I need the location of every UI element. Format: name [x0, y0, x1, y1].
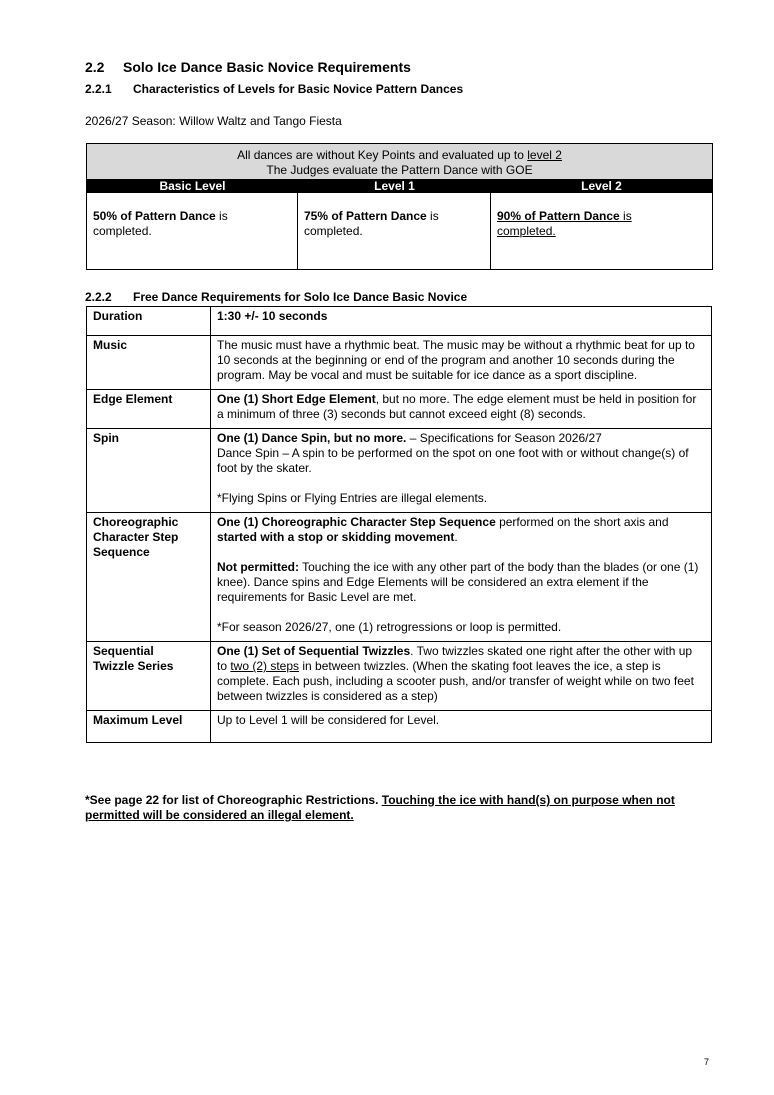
- choreo-not-permitted-text: Touching the ice with any other part of the body than the blades (or one (1) knee). Dance spins and Edge Elements will be considered an extra element if the requirements for Basic Level are met.: [217, 560, 699, 604]
- col-header-level1: Level 1: [374, 179, 415, 193]
- row-choreo-step: [87, 513, 712, 642]
- spin-line2: Dance Spin – A spin to be performed on the spot on one foot with or without change(s) of foot by the skater.: [217, 446, 689, 475]
- season-line: 2026/27 Season: Willow Waltz and Tango Fiesta: [85, 114, 342, 128]
- row-edge-element: [87, 390, 712, 429]
- value-edge-element: [211, 390, 712, 429]
- choreo-label-3: Sequence: [93, 545, 150, 559]
- section-number: 2.2: [85, 59, 105, 75]
- cell-basic-bold: 50% of Pattern Dance: [93, 209, 216, 223]
- cell-level2: [491, 193, 712, 269]
- value-choreo-step: [211, 513, 712, 642]
- label-max-level: Maximum Level: [87, 711, 211, 743]
- row-spin: [87, 429, 712, 513]
- levels-note-2: The Judges evaluate the Pattern Dance with GOE: [266, 163, 533, 177]
- spin-para-1: [217, 431, 705, 476]
- value-twizzle: [211, 642, 712, 711]
- choreo-para-2: [217, 560, 705, 605]
- choreo-not-permitted-label: Not permitted:: [217, 560, 299, 574]
- value-max-level: Up to Level 1 will be considered for Level.: [211, 711, 712, 743]
- spin-note: *Flying Spins or Flying Entries are illegal elements.: [217, 491, 488, 505]
- cell-level1-rest: completed.: [304, 224, 363, 238]
- cell-level1-bold: 75% of Pattern Dance: [304, 209, 427, 223]
- spin-text: – Specifications for Season 2026/27: [406, 431, 602, 445]
- label-choreo-step: [87, 513, 211, 642]
- twizzle-text-2: in between twizzles. (When the skating foot leaves the ice, a step is complete. Each push, including a scooter push, and/or transfer of weight while on two feet between twizzles is considered as a step): [217, 659, 694, 703]
- section-heading: [85, 59, 411, 75]
- cell-basic-is: is: [215, 209, 228, 223]
- cell-level1: [298, 193, 491, 269]
- footnote-underline: Touching the ice with hand(s) on purpose when not permitted will be considered an illegal element.: [85, 793, 675, 822]
- row-music: [87, 336, 712, 390]
- choreo-bold-1: One (1) Choreographic Character Step Sequence: [217, 515, 496, 529]
- row-duration: [87, 307, 712, 336]
- page-number: 7: [704, 1057, 710, 1067]
- subsection2-title: Free Dance Requirements for Solo Ice Dance Basic Novice: [133, 290, 468, 304]
- levels-table: [86, 143, 713, 270]
- levels-note-1-link: level 2: [527, 148, 562, 162]
- choreo-text-1: performed on the short axis and: [495, 515, 669, 529]
- label-twizzle: [87, 642, 211, 711]
- label-music: Music: [87, 336, 211, 390]
- subsection-heading-2: [85, 290, 467, 304]
- cell-basic-rest: completed.: [93, 224, 152, 238]
- col-header-level2: Level 2: [581, 179, 622, 193]
- label-duration: Duration: [87, 307, 211, 336]
- footnote: [85, 793, 715, 823]
- levels-column-headers: [87, 179, 712, 193]
- col-header-basic: Basic Level: [159, 179, 226, 193]
- edge-text: , but no more. The edge element must be held in position for a minimum of three (3) seconds but cannot exceed eight (8) seconds.: [217, 392, 697, 421]
- levels-note-1: [87, 148, 712, 163]
- subsection2-number: 2.2.2: [85, 290, 112, 304]
- value-spin: [211, 429, 712, 513]
- row-twizzle: [87, 642, 712, 711]
- twizzle-label-2: Twizzle Series: [93, 659, 174, 673]
- edge-bold: One (1) Short Edge Element: [217, 392, 376, 406]
- levels-table-header: [87, 144, 712, 179]
- cell-level1-is: is: [426, 209, 439, 223]
- subsection-title: Characteristics of Levels for Basic Novice Pattern Dances: [133, 82, 464, 96]
- twizzle-bold: One (1) Set of Sequential Twizzles: [217, 644, 411, 658]
- twizzle-underline: two (2) steps: [230, 659, 300, 673]
- section-title: Solo Ice Dance Basic Novice Requirements: [123, 59, 411, 75]
- label-spin: Spin: [87, 429, 211, 513]
- levels-note-1-text: All dances are without Key Points and evaluated up to: [237, 148, 528, 162]
- value-music: The music must have a rhythmic beat. The music may be without a rhythmic beat for up to 10 seconds at the beginning or end of the program and another 10 seconds during the program. May be vocal and must be suitable for ice dance as a sport discipline.: [211, 336, 712, 390]
- choreo-bold-2: started with a stop or skidding movement: [217, 530, 455, 544]
- choreo-label-2: Character Step: [93, 530, 179, 544]
- levels-table-body: [87, 193, 712, 269]
- label-edge-element: Edge Element: [87, 390, 211, 429]
- cell-basic-level: [87, 193, 298, 269]
- value-duration: 1:30 +/- 10 seconds: [211, 307, 712, 336]
- twizzle-label-1: Sequential: [93, 644, 154, 658]
- subsection-heading-1: [85, 82, 463, 96]
- choreo-label-1: Choreographic: [93, 515, 179, 529]
- row-max-level: [87, 711, 712, 743]
- requirements-table: [86, 306, 712, 743]
- cell-level2-is: is: [619, 209, 632, 223]
- choreo-para-1: [217, 515, 705, 545]
- choreo-text-2: .: [454, 530, 458, 544]
- cell-level2-rest: completed.: [497, 224, 556, 238]
- footnote-text: *See page 22 for list of Choreographic Restrictions.: [85, 793, 382, 807]
- twizzle-text-1: . Two twizzles skated one right after the other with up to: [217, 644, 693, 673]
- choreo-note: *For season 2026/27, one (1) retrogressions or loop is permitted.: [217, 620, 562, 634]
- spin-bold: One (1) Dance Spin, but no more.: [217, 431, 407, 445]
- cell-level2-bold: 90% of Pattern Dance: [497, 209, 620, 223]
- subsection-number: 2.2.1: [85, 82, 112, 96]
